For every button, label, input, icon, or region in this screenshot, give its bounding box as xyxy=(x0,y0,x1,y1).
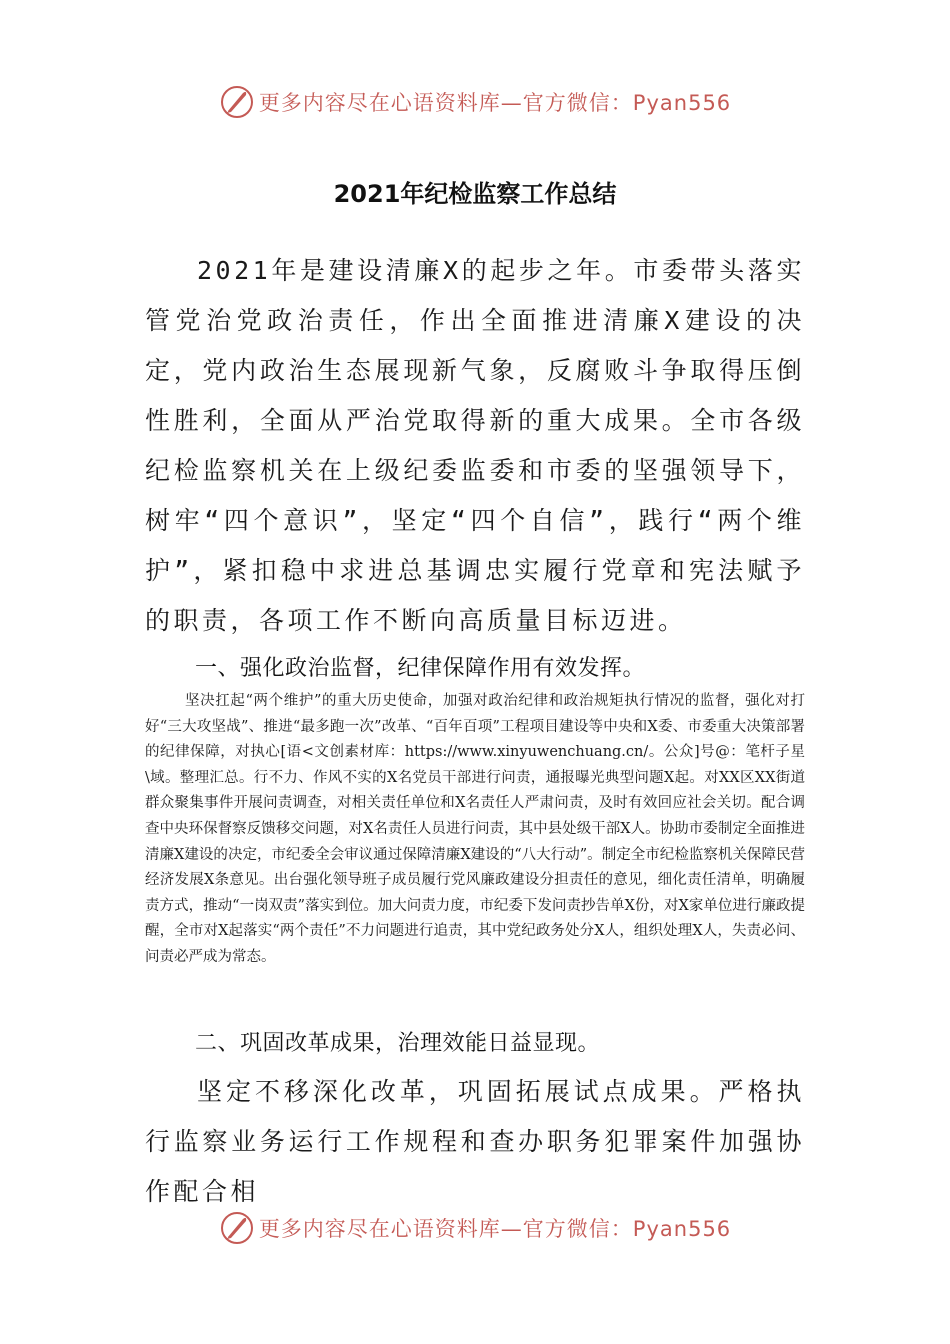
watermark-text: 更多内容尽在心语资料库—官方微信：Pyan556 xyxy=(258,1217,732,1241)
footer-watermark-banner xyxy=(0,1206,950,1250)
watermark-text: 更多内容尽在心语资料库—官方微信：Pyan556 xyxy=(258,91,732,115)
section-1-heading: 一、强化政治监督，纪律保障作用有效发挥。 xyxy=(195,656,646,681)
intro-paragraph: 2021年是建设清廉X的起步之年。市委带头落实管党治党政治责任，作出全面推进清廉X建设的决定，党内政治生态展现新气象，反腐败斗争取得压倒性胜利，全面从严治党取得新的重大成果。全市各级纪检监察机关在上级纪委监委和市委的坚强领导下，树牢“四个意识”，坚定“四个自信”，践行“两个维护”，紧扣稳中求进总基调忠实履行党章和宪法赋予的职责，各项工作不断向高质量目标迈进。 xyxy=(145,256,805,635)
quill-pen-logo-icon xyxy=(219,1210,255,1246)
quill-pen-logo-icon xyxy=(219,84,255,120)
section-2-paragraph: 坚定不移深化改革，巩固拓展试点成果。严格执行监察业务运行工作规程和查办职务犯罪案件加强协作配合相 xyxy=(145,1077,805,1206)
section-2-heading: 二、巩固改革成果，治理效能日益显现。 xyxy=(195,1031,601,1056)
document-title: 2021年纪检监察工作总结 xyxy=(333,180,617,208)
section-1-paragraph: 坚决扛起“两个维护”的重大历史使命，加强对政治纪律和政治规矩执行情况的监督，强化对打好“三大攻坚战”、推进“最多跑一次”改革、“百年百项”工程项目建设等中央和X委、市委重大决策部署的纪律保障，对执心[语<文创素材库：https://www.xinyuwenchuang.cn/。公众]号@：笔杆子星\域。整理汇总。行不力、作风不实的X名党员干部进行问责，通报曝光典型问题X起。对XX区XX街道群众聚集事件开展问责调查，对相关责任单位和X名责任人严肃问责，及时有效回应社会关切。配合调查中央环保督察反馈移交问题，对X名责任人员进行问责，其中县处级干部X人。协助市委制定全面推进清廉X建设的决定，市纪委全会审议通过保障清廉X建设的“八大行动”。制定全市纪检监察机关保障民营经济发展X条意见。出台强化领导班子成员履行党风廉政建设分担责任的意见，细化责任清单，明确履责方式，推动“一岗双责”落实到位。加大问责力度，市纪委下发问责抄告单X份，对X家单位进行廉政提醒，全市对X起落实“两个责任”不力问题进行追责，其中党纪政务处分X人，组织处理X人，失责必问、问责必严成为常态。 xyxy=(145,693,805,965)
header-watermark-banner xyxy=(0,80,950,124)
